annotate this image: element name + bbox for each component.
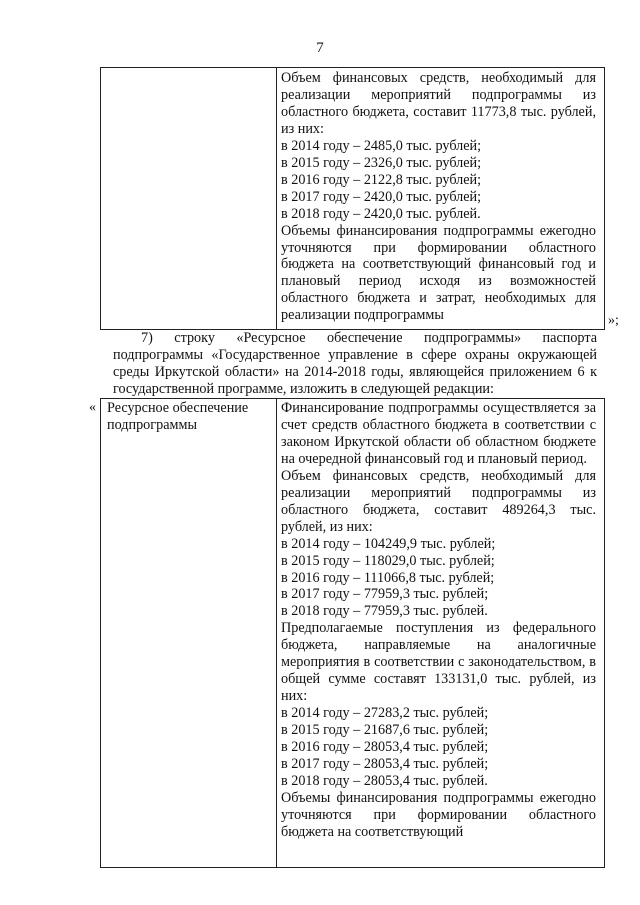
table2-left-cell: Ресурсное обеспечение подпрограммы: [107, 400, 249, 433]
federal-year-2018: в 2018 году – 28053,4 тыс. рублей.: [281, 772, 488, 789]
table2-right-cell: [281, 400, 596, 841]
funding-year-2016: в 2016 году – 2122,8 тыс. рублей;: [281, 171, 482, 188]
funding-year-2018: в 2018 году – 2420,0 тыс. рублей.: [281, 205, 481, 222]
column-divider: [276, 68, 277, 329]
table1-right-cell: [281, 70, 596, 324]
regional-volume-text: Объем финансовых средств, необходимый для реализации мероприятий подпрограммы из областного бюджета, составит 489264,3 тыс. рублей, из них:: [281, 467, 596, 535]
column-divider: [276, 399, 277, 867]
regional-year-2018: в 2018 году – 77959,3 тыс. рублей.: [281, 603, 488, 620]
funding-volume-text: Объем финансовых средств, необходимый для реализации мероприятий подпрограммы из областного бюджета, составит 11773,8 тыс. рублей, из них:: [281, 70, 596, 137]
funding-year-2014: в 2014 году – 2485,0 тыс. рублей;: [281, 137, 482, 154]
federal-year-2014: в 2014 году – 27283,2 тыс. рублей;: [281, 705, 489, 722]
federal-year-2017: в 2017 году – 28053,4 тыс. рублей;: [281, 756, 489, 773]
funding-year-2017: в 2017 году – 2420,0 тыс. рублей;: [281, 188, 482, 205]
opening-quote: «: [89, 400, 96, 415]
page-number: 7: [316, 40, 324, 56]
regional-year-2017: в 2017 году – 77959,3 тыс. рублей;: [281, 586, 489, 603]
funding-year-2015: в 2015 году – 2326,0 тыс. рублей;: [281, 154, 482, 171]
closing-quote: »;: [608, 313, 619, 328]
funding-adjust-text: Объемы финансирования подпрограммы ежегодно уточняются при формировании областного бюджета на соответствующий финансовый год и плановый период исходя из возможностей областного бюджета и затрат, необходимых для реализации подпрограммы: [281, 222, 596, 324]
federal-year-2015: в 2015 году – 21687,6 тыс. рублей;: [281, 722, 489, 739]
adjust-text-partial: Объемы финансирования подпрограммы ежегодно уточняются при формировании областного бюджета на соответствующий: [281, 789, 596, 840]
regional-year-2016: в 2016 году – 111066,8 тыс. рублей;: [281, 569, 495, 586]
federal-year-2016: в 2016 году – 28053,4 тыс. рублей;: [281, 739, 489, 756]
regional-year-2015: в 2015 году – 118029,0 тыс. рублей;: [281, 552, 495, 569]
regional-year-2014: в 2014 году – 104249,9 тыс. рублей;: [281, 535, 496, 552]
financing-source-text: Финансирование подпрограммы осуществляется за счет средств областного бюджета в соответствии с законом Иркутской области об областном бюджете на очередной финансовый год и плановый период.: [281, 400, 596, 467]
federal-volume-text: Предполагаемые поступления из федерального бюджета, направляемые на аналогичные мероприятия в соответствии с законодательством, в общей сумме составят 133131,0 тыс. рублей, из них:: [281, 620, 596, 705]
instruction-paragraph: 7) строку «Ресурсное обеспечение подпрограммы» паспорта подпрограммы «Государственное управление в сфере охраны окружающей среды Иркутской области» на 2014-2018 годы, являющейся приложением 6 к государственной программе, изложить в следующей редакции:: [113, 330, 597, 397]
